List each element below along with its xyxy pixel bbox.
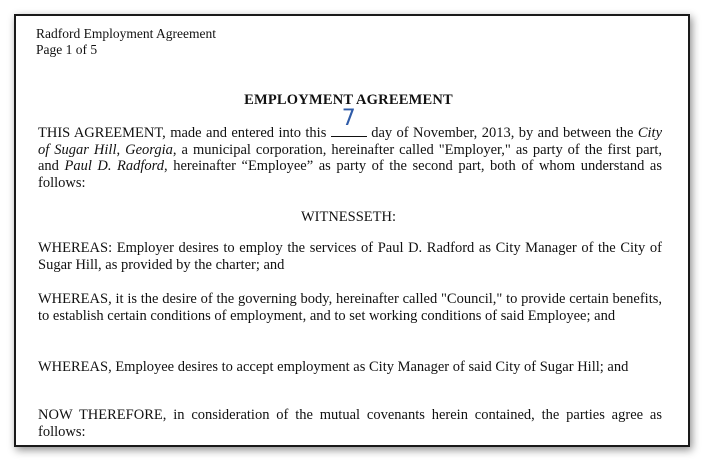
intro-paragraph bbox=[38, 106, 663, 191]
now-therefore-paragraph: NOW THEREFORE, in consideration of the mutual covenants herein contained, the parties agree as follows: bbox=[38, 407, 662, 440]
employer-name: City of Sugar Hill bbox=[38, 125, 663, 158]
running-header-title: Radford Employment Agreement bbox=[36, 26, 216, 41]
handwritten-day: 7 bbox=[341, 106, 356, 131]
employer-state: Georgia bbox=[125, 141, 173, 158]
intro-text-2: day of November, 2013, by and between the bbox=[371, 125, 634, 141]
intro-comma: , bbox=[116, 141, 121, 158]
document-title: EMPLOYMENT AGREEMENT bbox=[244, 92, 453, 108]
witnesseth-heading: WITNESSETH: bbox=[300, 209, 397, 225]
day-blank bbox=[331, 106, 367, 137]
intro-text-4: , hereinafter “Employee” as party of the second part, both of whom understand as follows: bbox=[38, 158, 662, 191]
intro-text-3: , a municipal corporation, hereinafter called "Employer," as party of the first part, and bbox=[38, 141, 662, 174]
running-header-page: Page 1 of 5 bbox=[36, 42, 98, 57]
whereas-paragraph: WHEREAS, Employee desires to accept employment as City Manager of said City of Sugar Hill; and bbox=[38, 359, 629, 375]
document-page bbox=[16, 16, 688, 445]
intro-text-1: THIS AGREEMENT, made and entered into this bbox=[38, 125, 327, 141]
whereas-paragraph: WHEREAS: Employer desires to employ the services of Paul D. Radford as City Manager of the City of Sugar Hill, as provided by the charter; and bbox=[38, 240, 662, 273]
whereas-paragraph: WHEREAS, it is the desire of the governing body, hereinafter called "Council," to provide certain benefits, to establish certain conditions of employment, and to set working conditions of said Employee; and bbox=[38, 291, 662, 324]
employee-name: Paul D. Radford bbox=[64, 158, 165, 174]
